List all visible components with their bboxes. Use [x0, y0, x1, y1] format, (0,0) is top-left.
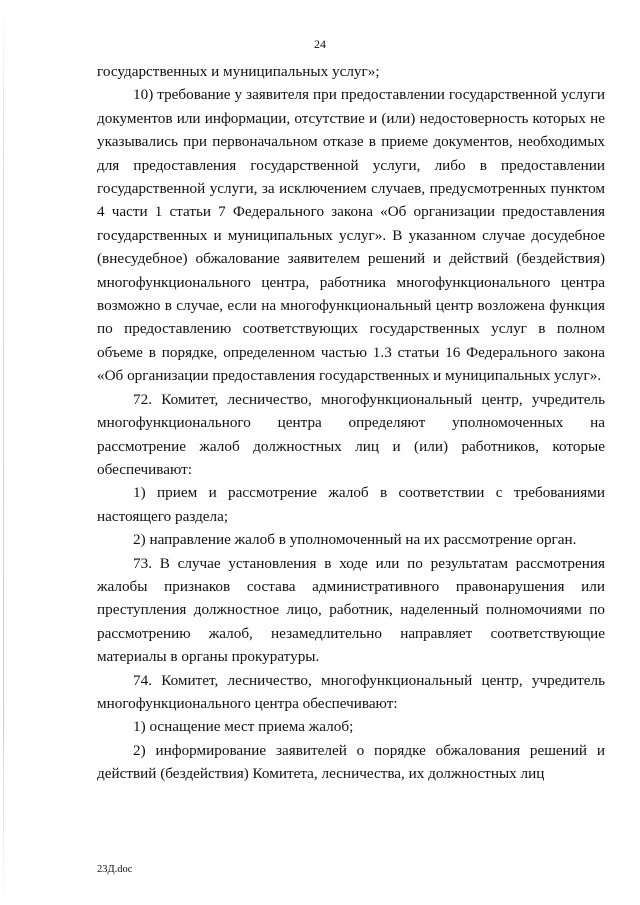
footer-filename: 23Д.doc — [97, 864, 133, 875]
page-number: 24 — [314, 37, 326, 51]
paragraph-72: 72. Комитет, лесничество, многофункциональный центр, учредитель многофункционального центра определяют уполномоченных на рассмотрение жалоб должностных лиц и (или) работников, которые обеспечивают: — [97, 390, 605, 478]
paragraph-73: 73. В случае установления в ходе или по результатам рассмотрения жалобы признаков состава административного правонарушения или преступления должностное лицо, работник, наделенный полномочиями по рассмотрению жалоб, незамедлительно направляет соответствующие материалы в органы прокуратуры. — [97, 554, 605, 666]
paragraph-74-item-1: 1) оснащение мест приема жалоб; — [133, 718, 354, 736]
paragraph-1: государственных и муниципальных услуг»; — [97, 63, 380, 80]
paragraph-72-item-1: 1) прием и рассмотрение жалоб в соответствии с требованиями настоящего раздела; — [97, 484, 605, 525]
paragraph-72-item-2: 2) направление жалоб в уполномоченный на их рассмотрение орган. — [133, 531, 577, 549]
scan-edge-line — [3, 0, 4, 905]
paragraph-item-10: 10) требование у заявителя при предоставлении государственной услуги документов или информации, отсутствие и (или) недостоверность которых не указывались при первоначальном отказе в приеме документов, необходимых для предоставления государственной услуги, либо в предоставлении государственной услуги, за исключением случаев, предусмотренных пунктом 4 части 1 статьи 7 Федерального закона «Об организации предоставления государственных и муниципальных услуг». В указанном случае досудебное (внесудебное) обжалование заявителем решений и действий (бездействия) многофункционального центра, работника многофункционального центра возможно в случае, если на многофункциональный центр возложена функция по предоставлению соответствующих государственных услуг в полном объеме в порядке, определенном частью 1.3 статьи 16 Федерального закона «Об организации предоставления государственных и муниципальных услуг». — [97, 86, 605, 385]
paragraph-74-item-2: 2) информирование заявителей о порядке обжалования решений и действий (бездействия) Комитета, лесничества, их должностных лиц — [97, 741, 605, 783]
document-body — [97, 60, 605, 786]
paragraph-74: 74. Комитет, лесничество, многофункциональный центр, учредитель многофункционального центра обеспечивают: — [97, 671, 605, 712]
